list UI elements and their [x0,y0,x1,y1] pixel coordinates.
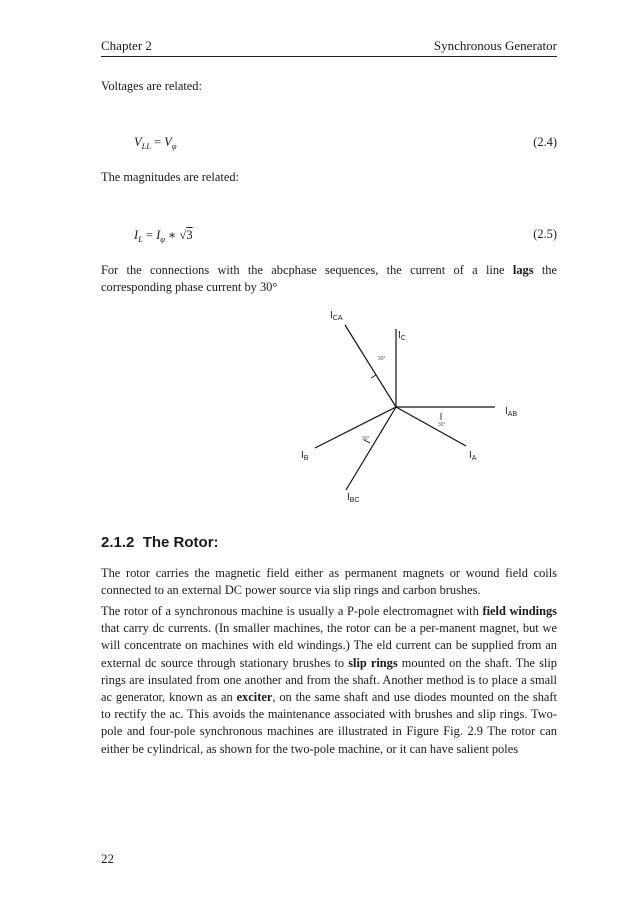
label-ib: $I_B$ [301,450,309,462]
angle-label-1: 30° [378,356,386,362]
bold-exciter: exciter [236,690,273,705]
para3-bold-lags: lags [512,263,534,277]
eq2-times: ∗ [164,228,180,242]
angle-label-2: 30° [438,422,446,428]
section-heading [101,534,219,551]
eq2-rhs-sub: φ [160,234,165,244]
paragraph-rotor-detail: The rotor of a synchronous machine is usually a P-pole electromagnet with field windings that carry dc currents. (In smaller machines, the rotor can be a per-manent magnet, but we will concentrate on machines with eld windings.) The eld current can be supplied from an external dc source through stationary brushes to slip rings mounted on the shaft. The slip rings are insulated from one another and from the shaft. Another method is to place a small ac generator, known as an exciter, on the same shaft and use diodes mounted on the shaft to rectify the ac. This avoids the maintenance associated with brushes and slip rings. Two-pole and four-pole synchronous machines are illustrated in Figure Fig. 2.9 The rotor can either be cylindrical, as shown for the two-pole machine, or it can have salient poles [101,604,557,756]
label-ia: $I_A$ [469,450,477,462]
angle-mark-1 [371,375,376,378]
eq1-rhs: V [164,135,172,149]
phasor-ia [396,407,466,446]
eq2-rhs: I [156,228,161,242]
eq2-root: √ [179,228,187,242]
bold-slip-rings: slip rings [348,655,398,670]
equation-number-2-4: (2.4) [533,135,557,149]
eq1-op: = [151,135,165,149]
label-ic: $I_C$ [398,330,406,342]
paragraph-rotor-intro: The rotor carries the magnetic field either as permanent magnets or wound field coils connected to an external DC power source via slip rings and carbon brushes. [101,566,557,598]
running-header-title: Synchronous Generator [433,38,557,53]
eq2-radicand: 3 [186,228,193,242]
label-ibc: $I_{BC}$ [347,492,360,504]
page-number: 22 [101,851,114,866]
paragraph-magnitudes: The magnitudes are related: [101,170,239,184]
eq1-lhs-sub: LL [141,141,152,151]
equation-number-2-5: (2.5) [533,227,557,241]
section-title: The Rotor: [142,534,219,551]
para3-text-2: the corresponding phase current by 30° [101,263,557,295]
angle-label-3: 30° [362,436,370,442]
label-iab: $I_{AB}$ [505,406,518,418]
bold-field-windings: field windings [482,604,557,618]
paragraph-voltages: Voltages are related: [101,79,202,93]
eq1-lhs: V [134,135,142,149]
eq2-lhs: I [134,228,139,242]
eq2-op: = [142,228,157,242]
section-number: 2.1.2 [101,534,135,551]
phasor-ica [345,325,396,407]
eq1-rhs-sub: φ [171,141,177,151]
para3-text-1: For the connections with the abcphase sequences, the current of a line [101,263,513,277]
running-header-chapter: Chapter 2 [101,38,152,53]
eq2-lhs-sub: L [138,234,143,244]
label-ica: $I_{CA}$ [330,310,343,322]
